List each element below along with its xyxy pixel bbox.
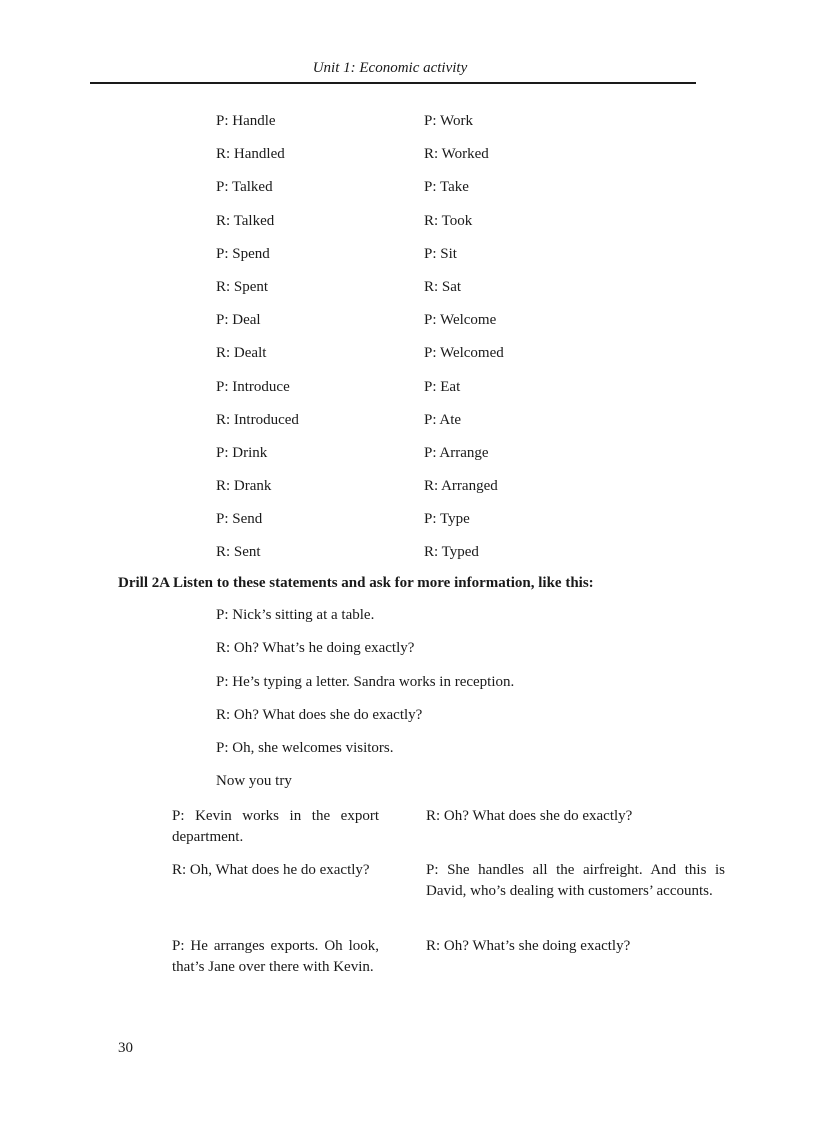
word-row: [0, 312, 816, 345]
word-row: [0, 445, 816, 478]
example-line: P: Oh, she welcomes visitors.: [216, 740, 394, 757]
page-number: 30: [118, 1040, 133, 1056]
word-row: [0, 345, 816, 378]
exercise-right-cell: P: She handles all the airfreight. And this is David, who’s dealing with customers’ accounts.: [426, 862, 725, 899]
word-row: [0, 511, 816, 544]
word-left: R: Spent: [216, 278, 269, 295]
example-line: P: Nick’s sitting at a table.: [216, 607, 375, 623]
word-right: P: Eat: [424, 378, 461, 395]
word-row: [0, 246, 816, 279]
word-left: P: Handle: [216, 113, 276, 129]
word-left: R: Introduced: [216, 411, 299, 428]
word-right: R: Arranged: [424, 478, 498, 495]
word-right: P: Sit: [424, 245, 457, 262]
word-row: [0, 544, 816, 577]
running-header: Unit 1: Economic activity: [312, 60, 468, 76]
word-right: P: Take: [424, 179, 469, 196]
word-left: P: Drink: [216, 444, 268, 461]
word-right: P: Welcome: [424, 312, 497, 329]
exercise-right-cell: R: Oh? What’s she doing exactly?: [426, 938, 631, 954]
word-row: [0, 478, 816, 511]
example-line: R: Oh? What’s he doing exactly?: [216, 640, 415, 657]
word-right: P: Welcomed: [424, 345, 504, 362]
now-you-try: Now you try: [216, 773, 292, 790]
word-left: P: Deal: [216, 312, 261, 329]
word-left: R: Handled: [216, 146, 285, 163]
word-left: P: Send: [216, 511, 263, 528]
word-row: [0, 113, 816, 146]
exercise-row: [0, 936, 816, 1006]
word-right: R: Took: [424, 212, 473, 229]
exercise-row: [0, 860, 816, 936]
example-line: P: He’s typing a letter. Sandra works in reception.: [216, 673, 515, 690]
header-rule: [90, 82, 696, 84]
exercise-row: [0, 806, 816, 860]
example-line: R: Oh? What does she do exactly?: [216, 706, 423, 723]
word-row: [0, 179, 816, 212]
exercise-table: [0, 806, 816, 1006]
exercise-left-cell: P: He arranges exports. Oh look, that’s Jane over there with Kevin.: [172, 938, 379, 975]
word-left: P: Introduce: [216, 378, 290, 395]
word-left: R: Dealt: [216, 345, 267, 362]
word-right: P: Arrange: [424, 444, 489, 461]
word-row: [0, 279, 816, 312]
word-right: R: Worked: [424, 146, 489, 163]
word-left: R: Drank: [216, 478, 272, 495]
word-row: [0, 379, 816, 412]
word-row: [0, 213, 816, 246]
word-left: R: Talked: [216, 212, 275, 229]
word-right: P: Type: [424, 511, 470, 528]
exercise-right-cell: R: Oh? What does she do exactly?: [426, 808, 633, 824]
word-left: P: Talked: [216, 179, 273, 196]
word-right: R: Typed: [424, 544, 479, 561]
word-row: [0, 146, 816, 179]
word-right: R: Sat: [424, 278, 462, 295]
drill-examples: [216, 607, 514, 807]
drill-heading: Drill 2A Listen to these statements and ask for more information, like this:: [118, 575, 594, 591]
word-row: [0, 412, 816, 445]
word-right: P: Ate: [424, 411, 462, 428]
verb-word-list: [0, 113, 816, 578]
word-left: R: Sent: [216, 544, 261, 561]
word-right: P: Work: [424, 113, 473, 129]
exercise-left-cell: P: Kevin works in the export department.: [172, 808, 379, 845]
exercise-left-cell: R: Oh, What does he do exactly?: [172, 862, 370, 878]
word-left: P: Spend: [216, 245, 270, 262]
